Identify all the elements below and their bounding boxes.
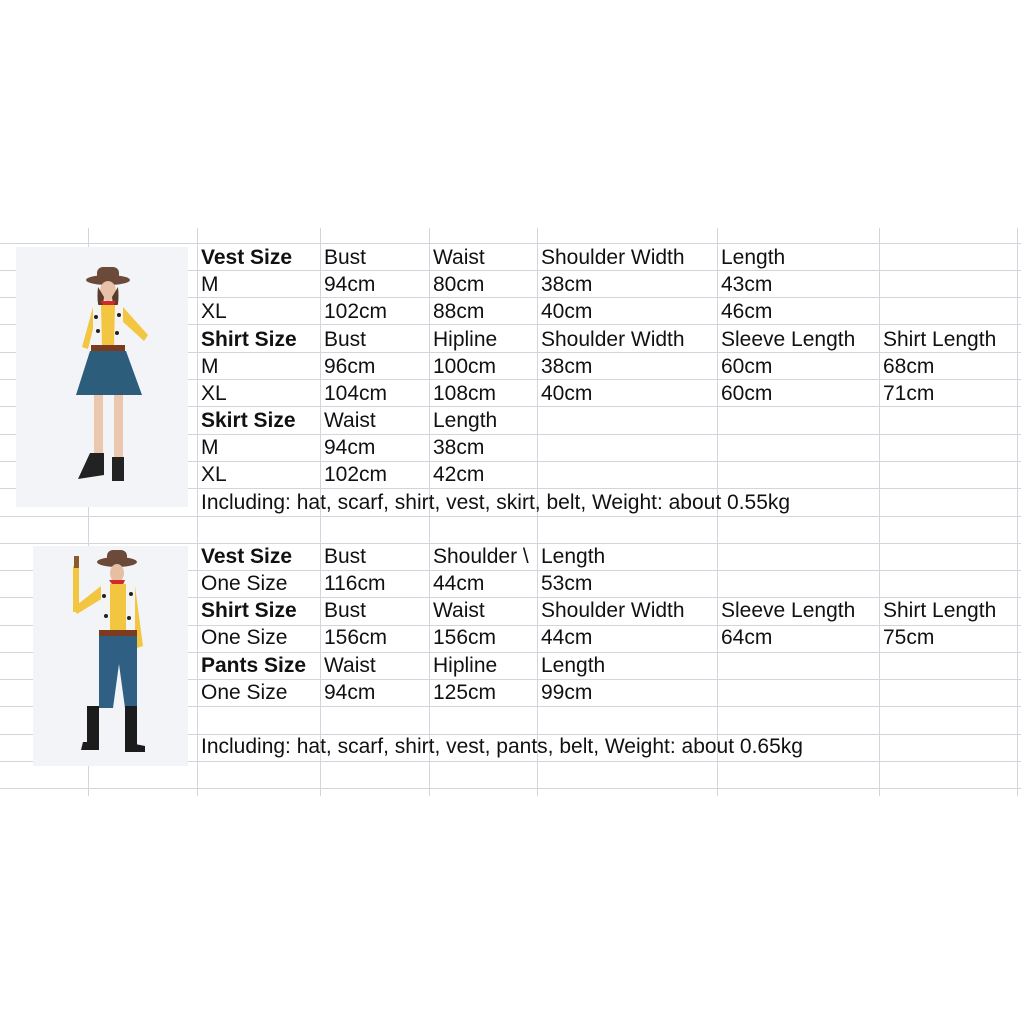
table-cell: M xyxy=(201,436,219,459)
table-cell: One Size xyxy=(201,681,288,704)
table-cell: 38cm xyxy=(541,355,593,378)
table-cell: Bust xyxy=(324,545,367,568)
table-cell: Bust xyxy=(324,328,367,351)
table-cell: Shoulder \ xyxy=(433,545,529,568)
woman-cowgirl-costume-photo xyxy=(16,247,188,507)
table-cell: 99cm xyxy=(541,681,593,704)
table-cell: Bust xyxy=(324,246,367,269)
table-cell: 44cm xyxy=(433,572,485,595)
table-cell: Length xyxy=(721,246,786,269)
table-cell: Waist xyxy=(324,409,376,432)
included-items-note: Including: hat, scarf, shirt, vest, pants, belt, Weight: about 0.65kg xyxy=(201,735,803,758)
table-cell: 94cm xyxy=(324,681,376,704)
table-cell: 108cm xyxy=(433,382,497,405)
table-cell: One Size xyxy=(201,626,288,649)
table-cell: 60cm xyxy=(721,355,773,378)
table-cell: 38cm xyxy=(433,436,485,459)
table-cell: 104cm xyxy=(324,382,388,405)
table-cell: 125cm xyxy=(433,681,497,704)
table-cell: Shirt Length xyxy=(883,328,997,351)
table-cell: Sleeve Length xyxy=(721,599,856,622)
table-cell: 80cm xyxy=(433,273,485,296)
table-cell: Shoulder Width xyxy=(541,599,685,622)
table-cell: 40cm xyxy=(541,300,593,323)
included-items-note: Including: hat, scarf, shirt, vest, skirt, belt, Weight: about 0.55kg xyxy=(201,491,791,514)
table-cell: Waist xyxy=(324,654,376,677)
vest-size-header: Vest Size xyxy=(201,246,293,269)
table-cell: 71cm xyxy=(883,382,935,405)
table-cell: Hipline xyxy=(433,654,498,677)
table-cell: Shirt Length xyxy=(883,599,997,622)
table-cell: 94cm xyxy=(324,436,376,459)
table-cell: 40cm xyxy=(541,382,593,405)
table-cell: 156cm xyxy=(324,626,388,649)
table-cell: Waist xyxy=(433,246,485,269)
table-cell: 100cm xyxy=(433,355,497,378)
table-cell: Sleeve Length xyxy=(721,328,856,351)
table-cell: XL xyxy=(201,382,227,405)
skirt-size-header: Skirt Size xyxy=(201,409,296,432)
table-cell: 116cm xyxy=(324,572,386,595)
vest-size-header: Vest Size xyxy=(201,545,293,568)
table-cell: 156cm xyxy=(433,626,497,649)
table-cell: 43cm xyxy=(721,273,773,296)
table-cell: Waist xyxy=(433,599,485,622)
table-cell: Length xyxy=(541,654,606,677)
shirt-size-header: Shirt Size xyxy=(201,328,297,351)
table-cell: Length xyxy=(541,545,606,568)
table-cell: M xyxy=(201,355,219,378)
pants-size-header: Pants Size xyxy=(201,654,307,677)
table-cell: One Size xyxy=(201,572,288,595)
table-cell: 44cm xyxy=(541,626,593,649)
table-cell: 94cm xyxy=(324,273,376,296)
table-cell: 46cm xyxy=(721,300,773,323)
table-cell: Shoulder Width xyxy=(541,246,685,269)
table-cell: 38cm xyxy=(541,273,593,296)
table-cell: 75cm xyxy=(883,626,935,649)
table-cell: XL xyxy=(201,463,227,486)
table-cell: 88cm xyxy=(433,300,485,323)
table-cell: 60cm xyxy=(721,382,773,405)
table-cell: Length xyxy=(433,409,498,432)
table-cell: 64cm xyxy=(721,626,773,649)
table-cell: 102cm xyxy=(324,300,388,323)
shirt-size-header: Shirt Size xyxy=(201,599,297,622)
table-cell: Hipline xyxy=(433,328,498,351)
table-cell: XL xyxy=(201,300,227,323)
man-cowboy-costume-photo xyxy=(33,546,188,766)
table-cell: 53cm xyxy=(541,572,593,595)
table-cell: M xyxy=(201,273,219,296)
table-cell: 68cm xyxy=(883,355,935,378)
table-cell: 42cm xyxy=(433,463,485,486)
table-cell: 96cm xyxy=(324,355,376,378)
table-cell: Bust xyxy=(324,599,367,622)
table-cell: 102cm xyxy=(324,463,388,486)
table-cell: Shoulder Width xyxy=(541,328,685,351)
